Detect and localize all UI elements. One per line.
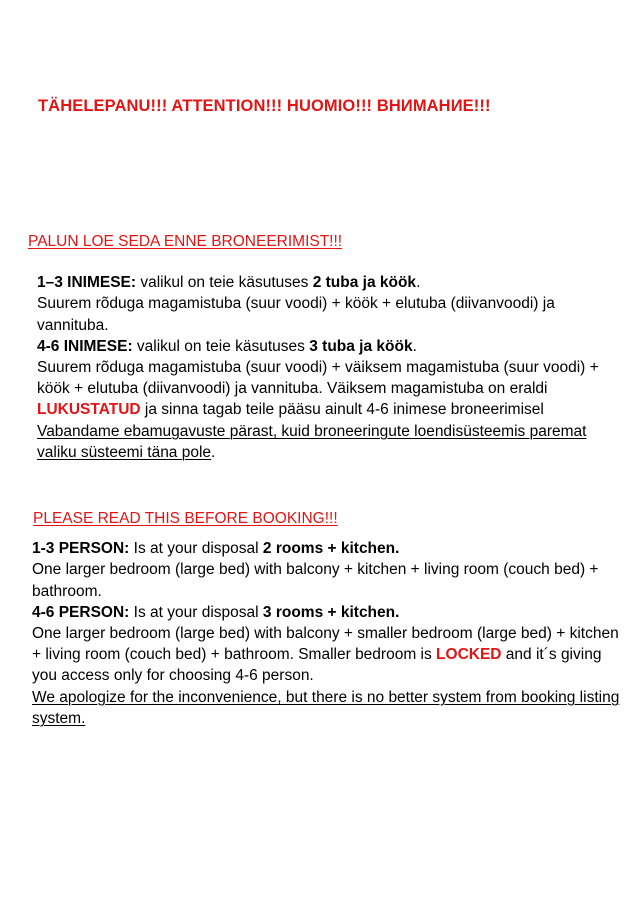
english-option-2: [23, 602, 627, 623]
english-locked-word: LOCKED: [436, 646, 502, 664]
english-heading: PLEASE READ THIS BEFORE BOOKING!!!: [33, 510, 338, 527]
english-option-1: [23, 538, 627, 559]
estonian-option-1-label: 1–3 INIMESE:: [37, 274, 137, 292]
english-option-1-rooms: 2 rooms + kitchen.: [262, 540, 400, 558]
estonian-option-1-end: .: [416, 274, 421, 292]
english-option-1-label: 1-3 PERSON:: [32, 540, 130, 558]
english-option-2-rooms: 3 rooms + kitchen.: [262, 603, 400, 621]
english-option-2-text: Is at your disposal: [129, 603, 263, 621]
english-option-1-description: One larger bedroom (large bed) with balcony + kitchen + living room (couch bed) + bathroom.: [32, 561, 599, 600]
estonian-option-2-end: .: [412, 337, 417, 355]
estonian-option-2-label: 4-6 INIMESE:: [37, 337, 133, 355]
estonian-option-2-description: Suurem rõduga magamistuba (suur voodi) + väiksem magamistuba (suur voodi) + köök + elutuba (diivanvoodi) ja vannituba. Väiksem magamistuba on eraldi LUKUSTATUD ja sinna tagab teile pääsu ainult 4-6 inimese broneerimisel: [37, 359, 599, 419]
english-section: [23, 508, 627, 729]
page-title: TÄHELEPANU!!! ATTENTION!!! HUOMIO!!! ВНИМАНИЕ!!!: [38, 97, 491, 115]
english-option-2-label: 4-6 PERSON:: [32, 603, 130, 621]
estonian-heading: PALUN LOE SEDA ENNE BRONEERIMIST!!!: [28, 233, 343, 250]
estonian-option-2-rooms: 3 tuba ja köök: [309, 337, 413, 355]
estonian-locked-word: LUKUSTATUD: [37, 401, 141, 419]
estonian-option-2: [23, 336, 623, 357]
estonian-option-1-text: valikul on teie käsutuses: [136, 274, 313, 292]
estonian-apology: Vabandame ebamugavuste pärast, kuid broneeringute loendisüsteemis paremat valiku süsteemi täna pole.: [37, 422, 587, 461]
estonian-option-1-rooms: 2 tuba ja köök: [312, 274, 417, 292]
estonian-option-1: [23, 272, 623, 293]
english-option-1-text: Is at your disposal: [129, 540, 263, 558]
english-option-2-description: One larger bedroom (large bed) with balcony + smaller bedroom (large bed) + kitchen + living room (couch bed) + bathroom. Smaller bedroom is LOCKED and it´s giving you access only for choosing 4-6 person.: [32, 625, 619, 685]
estonian-option-1-description: Suurem rõduga magamistuba (suur voodi) + köök + elutuba (diivanvoodi) ja vannituba.: [37, 295, 555, 334]
english-apology: We apologize for the inconvenience, but there is no better system from booking listing system.: [32, 688, 620, 727]
estonian-option-2-text: valikul on teie käsutuses: [132, 337, 310, 355]
estonian-section: [23, 231, 623, 463]
